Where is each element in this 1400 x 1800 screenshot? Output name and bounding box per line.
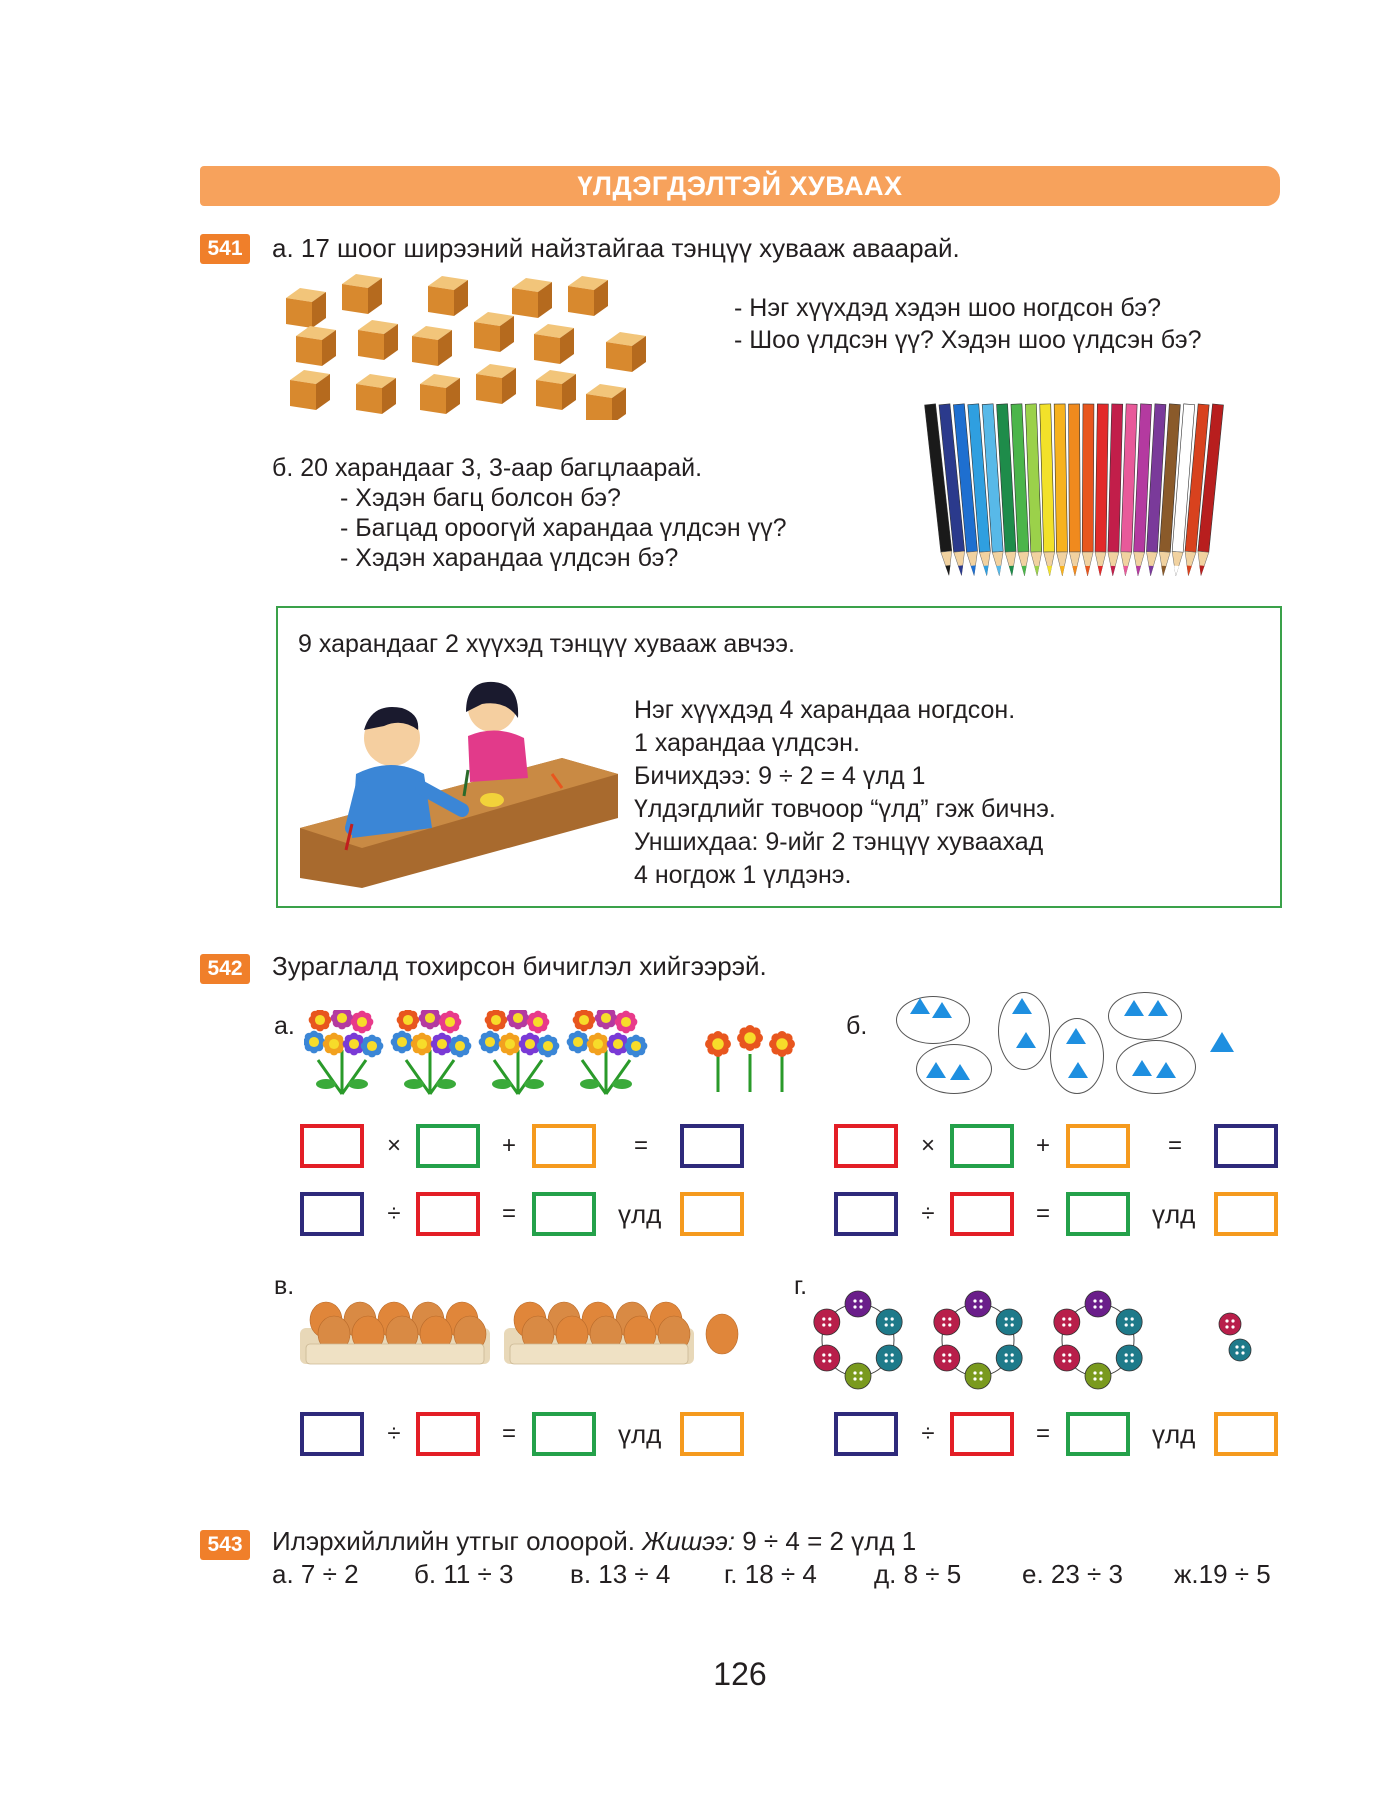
plus-sign: + — [1035, 1132, 1050, 1159]
answer-box[interactable] — [416, 1192, 480, 1236]
ex542-label-v: в. — [274, 1272, 295, 1300]
ex543-item: ж.19 ÷ 5 — [1174, 1559, 1271, 1589]
ex541-b-text: б. 20 харандааг 3, 3-аар багцлаарай. — [272, 454, 703, 482]
exercise-541-number: 541 — [200, 234, 250, 264]
ex542-text: Зураглалд тохирсон бичиглэл хийгээрэй. — [272, 951, 767, 981]
ex543-text-line — [272, 1525, 916, 1557]
answer-box[interactable] — [950, 1192, 1014, 1236]
answer-box[interactable] — [680, 1124, 744, 1168]
answer-box[interactable] — [416, 1124, 480, 1168]
answer-box[interactable] — [1066, 1124, 1130, 1168]
ex542-label-g: г. — [794, 1272, 808, 1300]
equals-sign: = — [1035, 1420, 1050, 1447]
answer-box[interactable] — [1066, 1192, 1130, 1236]
example-line-5: Уншихдаа: 9-ийг 2 тэнцүү хуваахад — [634, 828, 1044, 856]
remainder-word: үлд — [618, 1419, 662, 1449]
plus-sign: + — [501, 1132, 516, 1159]
times-sign: × — [386, 1132, 401, 1159]
triangles-illustration — [892, 992, 1292, 1102]
answer-box[interactable] — [950, 1124, 1014, 1168]
example-line-4: Үлдэгдлийг товчоор “үлд” гэж бичнэ. — [634, 795, 1056, 823]
egg-cartons-illustration — [300, 1290, 760, 1370]
flowers-illustration — [304, 1010, 834, 1100]
equals-sign: = — [1035, 1200, 1050, 1227]
answer-box[interactable] — [532, 1124, 596, 1168]
exercise-543-number: 543 — [200, 1530, 250, 1560]
ex542-label-b: б. — [846, 1012, 868, 1040]
answer-box[interactable] — [300, 1192, 364, 1236]
ex543-item: а. 7 ÷ 2 — [272, 1559, 359, 1589]
answer-box[interactable] — [1214, 1412, 1278, 1456]
page-number: 126 — [713, 1656, 767, 1692]
times-sign: × — [920, 1132, 935, 1159]
answer-box[interactable] — [950, 1412, 1014, 1456]
buttons-illustration — [810, 1290, 1270, 1390]
answer-box[interactable] — [834, 1192, 898, 1236]
answer-box[interactable] — [300, 1124, 364, 1168]
ex542-label-a: а. — [274, 1012, 295, 1040]
example-line-6: 4 ногдож 1 үлдэнэ. — [634, 861, 852, 889]
divide-sign: ÷ — [921, 1420, 935, 1447]
ex541-a-question-2: - Шоо үлдсэн үү? Хэдэн шоо үлдсэн бэ? — [734, 326, 1202, 354]
answer-box[interactable] — [1214, 1192, 1278, 1236]
answer-box[interactable] — [1066, 1412, 1130, 1456]
ex543-item: е. 23 ÷ 3 — [1022, 1559, 1124, 1589]
answer-box[interactable] — [532, 1412, 596, 1456]
divide-sign: ÷ — [387, 1420, 401, 1447]
cubes-illustration — [280, 270, 660, 420]
example-intro: 9 харандааг 2 хүүхэд тэнцүү хувааж авчээ. — [298, 630, 795, 658]
ex541-a-text: а. 17 шоог ширээний найзтайгаа тэнцүү хувааж аваарай. — [272, 233, 960, 263]
answer-box[interactable] — [532, 1192, 596, 1236]
colored-pencils-illustration — [920, 400, 1230, 590]
answer-box[interactable] — [834, 1124, 898, 1168]
equals-sign: = — [501, 1200, 516, 1227]
exercise-542-number: 542 — [200, 954, 250, 984]
example-line-3: Бичихдээ: 9 ÷ 2 = 4 үлд 1 — [634, 762, 926, 790]
answer-box[interactable] — [834, 1412, 898, 1456]
children-sharing-pencils-illustration — [292, 678, 622, 888]
ex543-text: Илэрхийллийн утгыг олоорой. — [272, 1526, 636, 1556]
divide-sign: ÷ — [921, 1200, 935, 1227]
remainder-word: үлд — [1152, 1419, 1196, 1449]
answer-box[interactable] — [416, 1412, 480, 1456]
ex543-example-label: Жишээ: — [642, 1526, 735, 1556]
equals-sign: = — [1167, 1132, 1182, 1159]
section-title: ҮЛДЭГДЭЛТЭЙ ХУВААХ — [200, 166, 1280, 206]
answer-box[interactable] — [300, 1412, 364, 1456]
divide-sign: ÷ — [387, 1200, 401, 1227]
remainder-word: үлд — [618, 1199, 662, 1229]
ex543-item: г. 18 ÷ 4 — [724, 1559, 817, 1589]
equals-sign: = — [633, 1132, 648, 1159]
answer-box[interactable] — [680, 1412, 744, 1456]
example-line-2: 1 харандаа үлдсэн. — [634, 729, 860, 757]
ex541-a-question-1: - Нэг хүүхдэд хэдэн шоо ногдсон бэ? — [734, 294, 1162, 322]
ex543-item: б. 11 ÷ 3 — [414, 1559, 514, 1589]
ex543-item: в. 13 ÷ 4 — [570, 1559, 671, 1589]
ex541-b-question-1: - Хэдэн багц болсон бэ? — [340, 484, 621, 512]
answer-box[interactable] — [680, 1192, 744, 1236]
ex541-b-question-3: - Хэдэн харандаа үлдсэн бэ? — [340, 544, 679, 572]
answer-box[interactable] — [1214, 1124, 1278, 1168]
ex543-example-expression: 9 ÷ 4 = 2 үлд 1 — [742, 1526, 917, 1556]
remainder-word: үлд — [1152, 1199, 1196, 1229]
ex541-b-question-2: - Багцад ороогүй харандаа үлдсэн үү? — [340, 514, 787, 542]
equals-sign: = — [501, 1420, 516, 1447]
ex543-item: д. 8 ÷ 5 — [874, 1559, 962, 1589]
example-line-1: Нэг хүүхдэд 4 харандаа ногдсон. — [634, 696, 1016, 724]
